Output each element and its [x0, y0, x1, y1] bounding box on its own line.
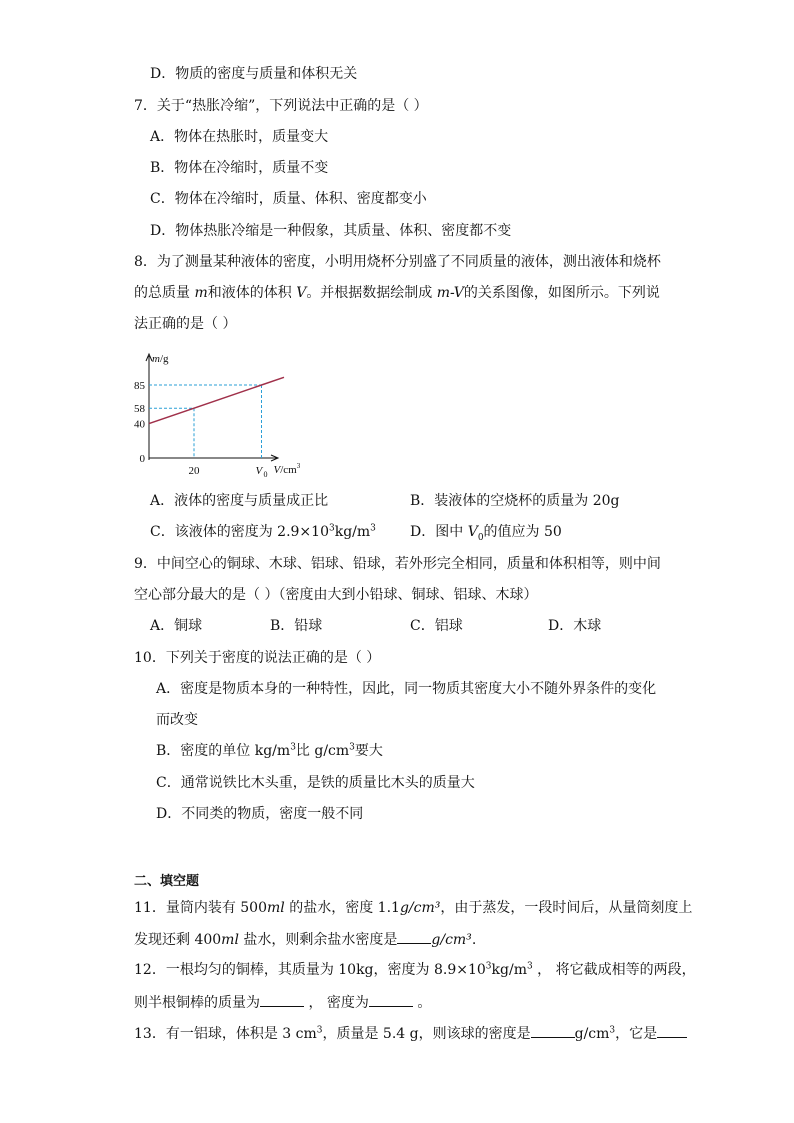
exponent: 3: [370, 523, 376, 534]
data-line: [149, 377, 284, 423]
q10-stem: 10．下列关于密度的说法正确的是（ ）: [134, 650, 381, 666]
exponent: 3: [316, 1025, 323, 1036]
q8-var-v0: V: [467, 524, 478, 540]
answer-blank[interactable]: [397, 929, 431, 944]
subscript: 0: [477, 532, 484, 543]
answer-blank[interactable]: [260, 992, 304, 1007]
unit: g/cm³: [399, 900, 441, 916]
q10-option-a-line1: A．密度是物质本身的一种特性，因此，同一物质其密度大小不随外界条件的变化: [156, 681, 657, 697]
x-tick-label: V: [255, 465, 263, 477]
answer-blank[interactable]: [657, 1023, 687, 1038]
q11-line2: [134, 929, 476, 950]
unit: kg/m: [491, 962, 527, 978]
q12-text: ， 密度为: [304, 995, 369, 1011]
q8-text: 和液体的体积: [207, 285, 297, 301]
q10-option-d: D．不同类的物质，密度一般不同: [156, 806, 364, 822]
y-tick-label: 58: [134, 403, 145, 416]
q7-stem: 7．关于“热胀冷缩”，下列说法中正确的是（ ）: [134, 98, 428, 114]
q8-option-c: [150, 522, 376, 542]
q7-option-d: D．物体热胀冷缩是一种假象，其质量、体积、密度都不变: [150, 223, 512, 239]
q9-options: [0, 616, 794, 636]
section-title: 二、填空题: [134, 874, 200, 889]
y-tick-label: 85: [134, 380, 145, 392]
q12-text: ， 将它截成相等的两段，: [532, 962, 696, 978]
q11-text: 发现还剩 400: [134, 932, 222, 948]
q8-option-d-text: D．图中: [410, 524, 468, 540]
q8-stem-line1: 8．为了测量某种液体的密度，小明用烧杯分别盛了不同质量的液体，测出液体和烧杯: [134, 254, 661, 270]
answer-blank[interactable]: [369, 992, 413, 1007]
q7-option-b: B．物体在冷缩时，质量不变: [150, 160, 329, 176]
q8-stem-line2: [134, 283, 660, 303]
q8-var-m: m: [194, 285, 208, 301]
q10-option-b-text: 比 g/cm: [295, 743, 350, 759]
q8-text: 的关系图像，如图所示。下列说: [463, 285, 660, 301]
exponent: 3: [328, 523, 335, 534]
q11-text: 盐水，则剩余盐水密度是: [238, 932, 398, 948]
y-tick-label: 40: [134, 418, 145, 431]
q11-text: ，由于蒸发，一段时间后，从量筒刻度上: [440, 900, 693, 916]
unit: g/cm: [574, 1026, 610, 1042]
q10-option-b-text: B．密度的单位 kg/m: [156, 743, 291, 759]
m-v-graph: [128, 350, 301, 479]
exponent: 3: [485, 961, 492, 972]
q8-option-a: A．液体的密度与质量成正比: [150, 493, 329, 509]
q12-text: 。: [412, 995, 432, 1011]
exponent: 3: [609, 1025, 616, 1036]
unit: ml: [221, 932, 239, 948]
q12-line1: [134, 960, 696, 980]
x-tick-label: 20: [188, 465, 200, 477]
q12-text: 12．一根均匀的铜棒，其质量为 10kg，密度为 8.9×10: [134, 962, 486, 978]
q11-text: 的盐水，密度 1.1: [284, 900, 400, 916]
x-tick-subscript: 0: [263, 470, 268, 479]
y-axis-label: m/g: [152, 353, 169, 365]
q7-option-c: C．物体在冷缩时，质量、体积、密度都变小: [150, 191, 427, 207]
y-tick-label: 0: [139, 453, 145, 465]
q8-stem-line3: 法正确的是（ ）: [134, 316, 237, 332]
q8-option-d-text: 的值应为 50: [483, 524, 562, 540]
q9-option-d: D．木球: [548, 618, 602, 634]
q9-option-c: C．铝球: [410, 618, 463, 634]
q13-text: ，质量是 5.4 g，则该球的密度是: [322, 1026, 531, 1042]
q12-line2: [134, 992, 431, 1013]
q8-option-d: [410, 522, 562, 542]
q6-option-d: D．物质的密度与质量和体积无关: [150, 66, 358, 82]
answer-blank[interactable]: [531, 1023, 575, 1038]
q9-option-a: A．铜球: [150, 618, 203, 634]
exponent: 3: [349, 742, 355, 753]
q11-text: .: [471, 932, 477, 948]
q10-option-c: C．通常说铁比木头重，是铁的质量比木头的质量大: [156, 775, 475, 791]
q8-option-c-text: C．该液体的密度为 2.9×10: [150, 524, 329, 540]
x-axis-label: $V/cm^3$: [273, 462, 301, 476]
exponent: 3: [290, 742, 296, 753]
q10-option-b-text: 要大: [354, 743, 383, 759]
q8-var-mv: m-V: [436, 285, 464, 301]
q8-var-v: V: [296, 285, 307, 301]
q8-text: 。并根据数据绘制成: [306, 285, 437, 301]
q13-text: ，它是: [615, 1026, 658, 1042]
q8-option-b: B．装液体的空烧杯的质量为 20g: [410, 493, 620, 509]
unit: kg/m: [334, 524, 371, 540]
q11-text: 11．量筒内装有 500: [134, 900, 267, 916]
q13-text: 13．有一铝球，体积是 3 cm: [134, 1026, 317, 1042]
q9-option-b: B．铅球: [270, 618, 323, 634]
q8-text: 的总质量: [134, 285, 195, 301]
unit: g/cm³: [431, 932, 472, 948]
q7-option-a: A．物体在热胀时，质量变大: [150, 129, 329, 145]
q10-option-b: [156, 741, 383, 761]
q13-line1: [134, 1023, 687, 1044]
q9-stem-line2: 空心部分最大的是（ ）（密度由大到小铅球、铜球、铝球、木球）: [134, 587, 538, 603]
q9-stem-line1: 9．中间空心的铜球、木球、铝球、铅球，若外形完全相同，质量和体积相等，则中间: [134, 556, 661, 572]
q12-text: 则半根铜棒的质量为: [134, 995, 260, 1011]
q10-option-a-line2: 而改变: [156, 712, 198, 728]
unit: ml: [267, 900, 285, 916]
exponent: 3: [526, 961, 533, 972]
q11-line1: [134, 898, 692, 918]
